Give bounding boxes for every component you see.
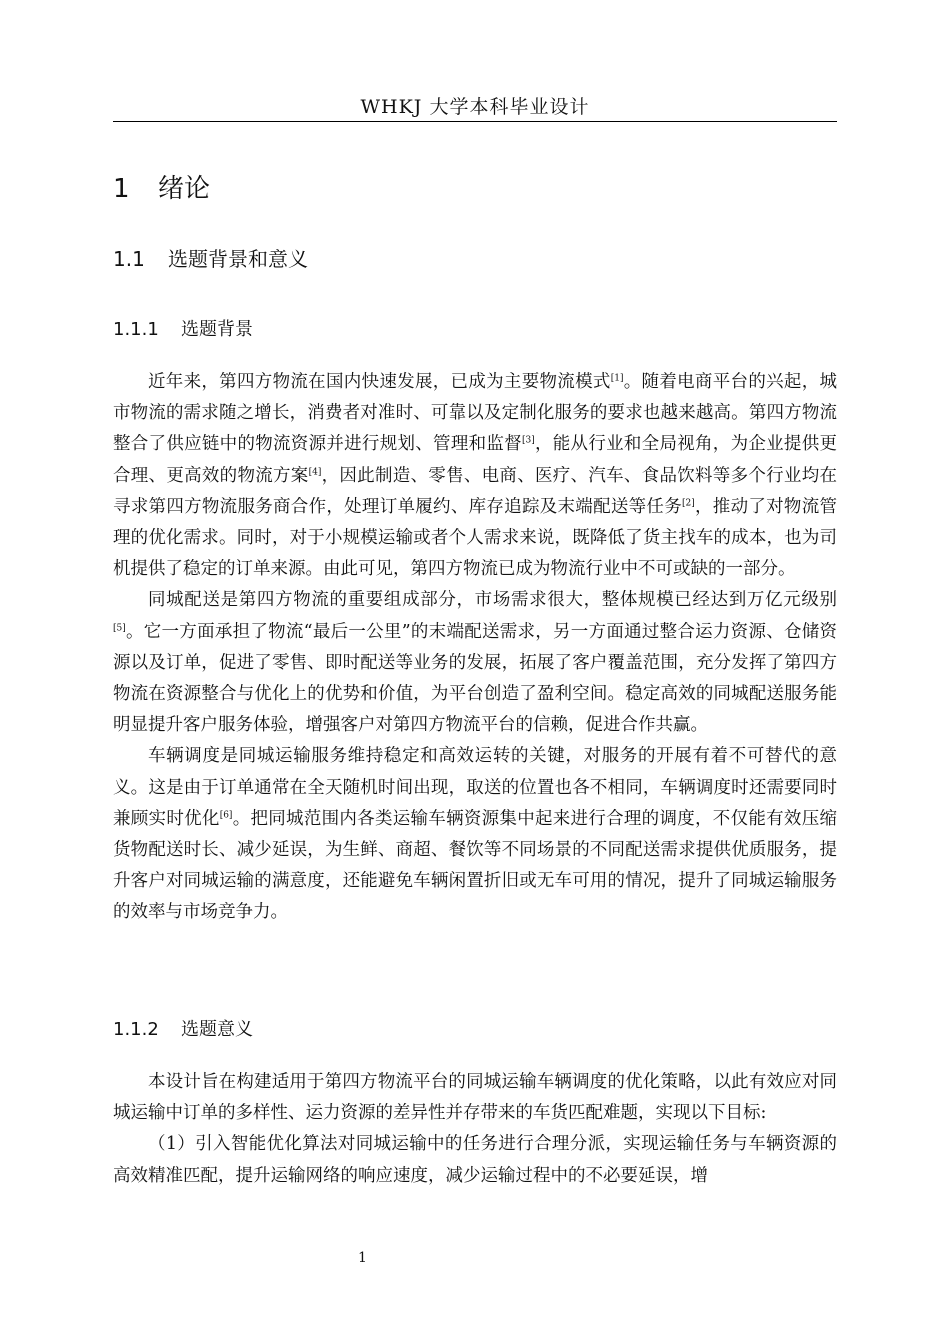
- subsection-heading-background: [113, 315, 253, 341]
- section-number: 1.1: [113, 247, 145, 271]
- paragraph: 同城配送是第四方物流的重要组成部分，市场需求很大，整体规模已经达到万亿元级别[5]。它一方面承担了物流“最后一公里”的末端配送需求，另一方面通过整合运力资源、仓储资源以及订单，促进了零售、即时配送等业务的发展，拓展了客户覆盖范围，充分发挥了第四方物流在资源整合与优化上的优势和价值，为平台创造了盈利空间。稳定高效的同城配送服务能明显提升客户服务体验，增强客户对第四方物流平台的信赖，促进合作共赢。: [113, 590, 837, 736]
- section-heading: [113, 243, 308, 272]
- paragraph: 本设计旨在构建适用于第四方物流平台的同城运输车辆调度的优化策略，以此有效应对同城运输中订单的多样性、运力资源的差异性并存带来的车货匹配难题，实现以下目标:: [113, 1072, 837, 1124]
- subsection-title: 选题背景: [181, 319, 253, 340]
- paragraph: 车辆调度是同城运输服务维持稳定和高效运转的关键，对服务的开展有着不可替代的意义。这是由于订单通常在全天随机时间出现，取送的位置也各不相同，车辆调度时还需要同时兼顾实时优化[6]。把同城范围内各类运输车辆资源集中起来进行合理的调度，不仅能有效压缩货物配送时长、减少延误，为生鲜、商超、餐饮等不同场景的不同配送需求提供优质服务，提升客户对同城运输的满意度，还能避免车辆闲置折旧或无车可用的情况，提升了同城运输服务的效率与市场竞争力。: [113, 746, 837, 923]
- chapter-number: 1: [113, 174, 130, 204]
- background-body: [113, 367, 837, 929]
- subsection-number: 1.1.2: [113, 1019, 159, 1040]
- citation: [4]: [308, 466, 322, 477]
- header-rule: [113, 121, 837, 122]
- chapter-title: 绪论: [158, 174, 211, 204]
- chapter-heading: [113, 168, 210, 205]
- citation: [3]: [521, 435, 535, 446]
- paragraph: （1）引入智能优化算法对同城运输中的任务进行合理分派，实现运输任务与车辆资源的高效精准匹配，提升运输网络的响应速度，减少运输过程中的不必要延误，增: [113, 1134, 837, 1186]
- citation: [1]: [610, 373, 624, 384]
- citation: [5]: [113, 622, 126, 633]
- page-header: WHKJ 大学本科毕业设计: [360, 96, 590, 118]
- significance-body: [113, 1067, 837, 1192]
- subsection-number: 1.1.1: [113, 319, 159, 340]
- paragraph: 近年来，第四方物流在国内快速发展，已成为主要物流模式[1]。随着电商平台的兴起，城市物流的需求随之增长，消费者对准时、可靠以及定制化服务的要求也越来越高。第四方物流整合了供应链中的物流资源并进行规划、管理和监督[3]，能从行业和全局视角，为企业提供更合理、更高效的物流方案[4]，因此制造、零售、电商、医疗、汽车、食品饮料等多个行业均在寻求第四方物流服务商合作，处理订单履约、库存追踪及末端配送等任务[2]，推动了对物流管理的优化需求。同时，对于小规模运输或者个人需求来说，既降低了货主找车的成本，也为司机提供了稳定的订单来源。由此可见，第四方物流已成为物流行业中不可或缺的一部分。: [113, 372, 838, 580]
- section-title: 选题背景和意义: [168, 247, 308, 271]
- subsection-heading-significance: [113, 1015, 253, 1041]
- subsection-title: 选题意义: [181, 1019, 253, 1040]
- citation: [2]: [682, 498, 695, 509]
- citation: [6]: [219, 810, 233, 821]
- page-number: 1: [358, 1250, 367, 1266]
